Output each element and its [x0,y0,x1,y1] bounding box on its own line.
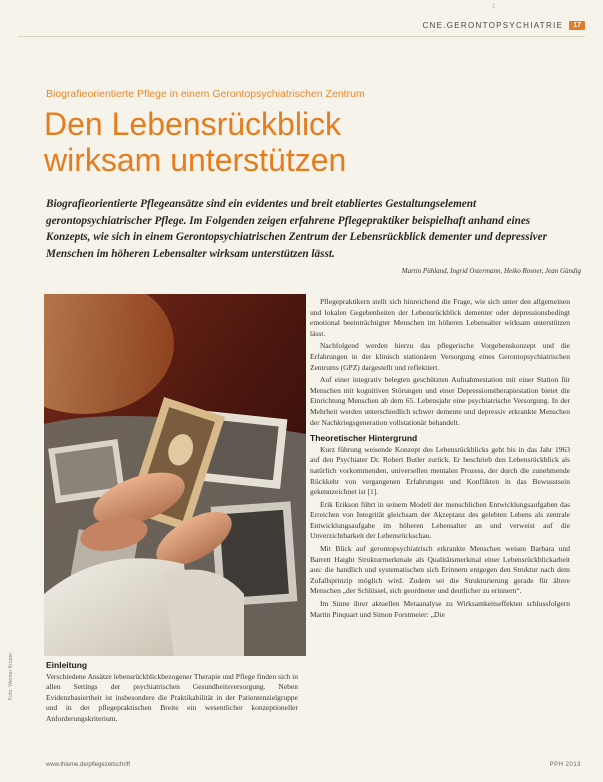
paragraph: Pflegepraktikern stellt sich hinreichend die Frage, wie sich unter den allgemeinen und lokalen Gegebenheiten der Lebensrückblick dementer oder depressionsbedingt emotional beeinträchtigter Menschen im höheren Lebensalter wirksam unterstützen lässt. [310,297,570,338]
footer-issue: PPH 2013 [549,762,581,768]
paragraph: Erik Erikson führt in seinem Modell der menschlichen Entwicklungsaufgaben das Erreichen von Integrität gleichsam der Akzeptanz des gelebten Lebens als zentrale Entwicklungsaufgabe im höheren Lebensalter an und verweist auf die Unverzichtbarkeit der Lebensrückschau. [310,499,570,541]
article-authors: Martin Pühland, Ingrid Ostermann, Heiko Rosner, Jean Gündig [401,267,581,275]
paragraph: Im Sinne ihrer aktuellen Metaanalyse zu Wirksamkeitseffekten schlussfolgern Martin Pinquart und Simon Forstmeier: „Die [310,599,570,619]
footer-url: www.thieme.de/pflegezeitschrift [46,762,131,768]
page-stamp: 2 [492,4,496,10]
paragraph: Kurz führung weisende Konzept des Lebensrückblicks geht bis in das Jahr 1963 auf den Psychiater Dr. Robert Butler zurück. Er beschrieb den Lebensrückblick als natürlich vorkommenden, universellen mentalen Prozess, der durch die zunehmende Rückkehr von vergangenen Erfahrungen und Konflikten in das Bewusstsein gekennzeichnet ist [1]. [310,444,570,497]
intro-text: Verschiedene Ansätze lebensrückblickbezogener Therapie und Pflege finden sich in allen Settings der psychiatrischen Gesundheitsversorgung. Neben Evidenzbasiertheit ist insbesondere die Praktikabilität in der Patientenzielgruppe und in der pflegepraktischen Breite ein wesentlicher konzeptioneller Anforderungskriterium. [46,671,298,723]
title-line-1: Den Lebensrückblick [44,106,342,142]
paragraph: Mit Blick auf gerontopsychiatrisch erkrankte Menschen weisen Barbara und Barrett Haight Strukturmerkmale als Qualitätsmerkmal einer Lebensrückblickarbeit aus: die handlich und systematischen sich Erinnern entgegen den Struktur nach dem Zufallsprinzip möglich wird. Zudem sei die Strukturierung gerade für ältere Menschen „der Schlüssel, sich geordneter und deutlicher zu erinnern“. [310,544,570,596]
section-heading: Theoretischer Hintergrund [310,433,418,444]
page-number-badge: 17 [569,21,585,30]
running-header [400,18,585,32]
article-title [44,106,564,178]
title-line-2: wirksam unterstützen [44,142,347,178]
header-divider [18,36,585,37]
right-column [310,297,570,622]
article-kicker: Biografieorientierte Pflege in einem Gerontopsychiatrischen Zentrum [46,88,365,100]
section-label: CNE.GERONTOPSYCHIATRIE [422,20,564,30]
paragraph: Auf einer integrativ belegten geschützten Aufnahmestation mit einer Station für Menschen mit kognitiven Störungen und einer Depressionstherapiestation bietet die Einrichtung Menschen ab dem 65. Lebensjahr eine psychiatrische Versorgung. In der Mehrheit werden unterschiedlich schwer demente und depressiv erkrankte Menschen der Nachkriegsgeneration vollstationär behandelt. [310,375,570,427]
photo-credit: Foto: Werner Krüper [8,652,14,700]
article-photo [44,294,306,656]
left-column [46,660,298,725]
photo-illustration [44,294,306,656]
paragraph: Nachfolgend werden hierzu das pflegerische Vorgehenskonzept und die Erfahrungen in der klinisch stationären Versorgung eines Gerontopsychiatrischen Zentrums (GPZ) dargestellt und reflektiert. [310,341,570,372]
article-lead: Biografieorientierte Pflegeansätze sind ein evidentes und breit etabliertes Gestaltungselement gerontopsychiatrischer Pflege. Im Folgenden zeigen erfahrene Pflegepraktiker beispielhaft anhand eines Konzepts, wie sich in einem Gerontopsychiatrischen Zentrum der Lebensrückblick dementer und depressiver Menschen im höheren Lebensalter wirksam unterstützen lässt. [46,198,547,260]
intro-heading: Einleitung [46,660,88,670]
